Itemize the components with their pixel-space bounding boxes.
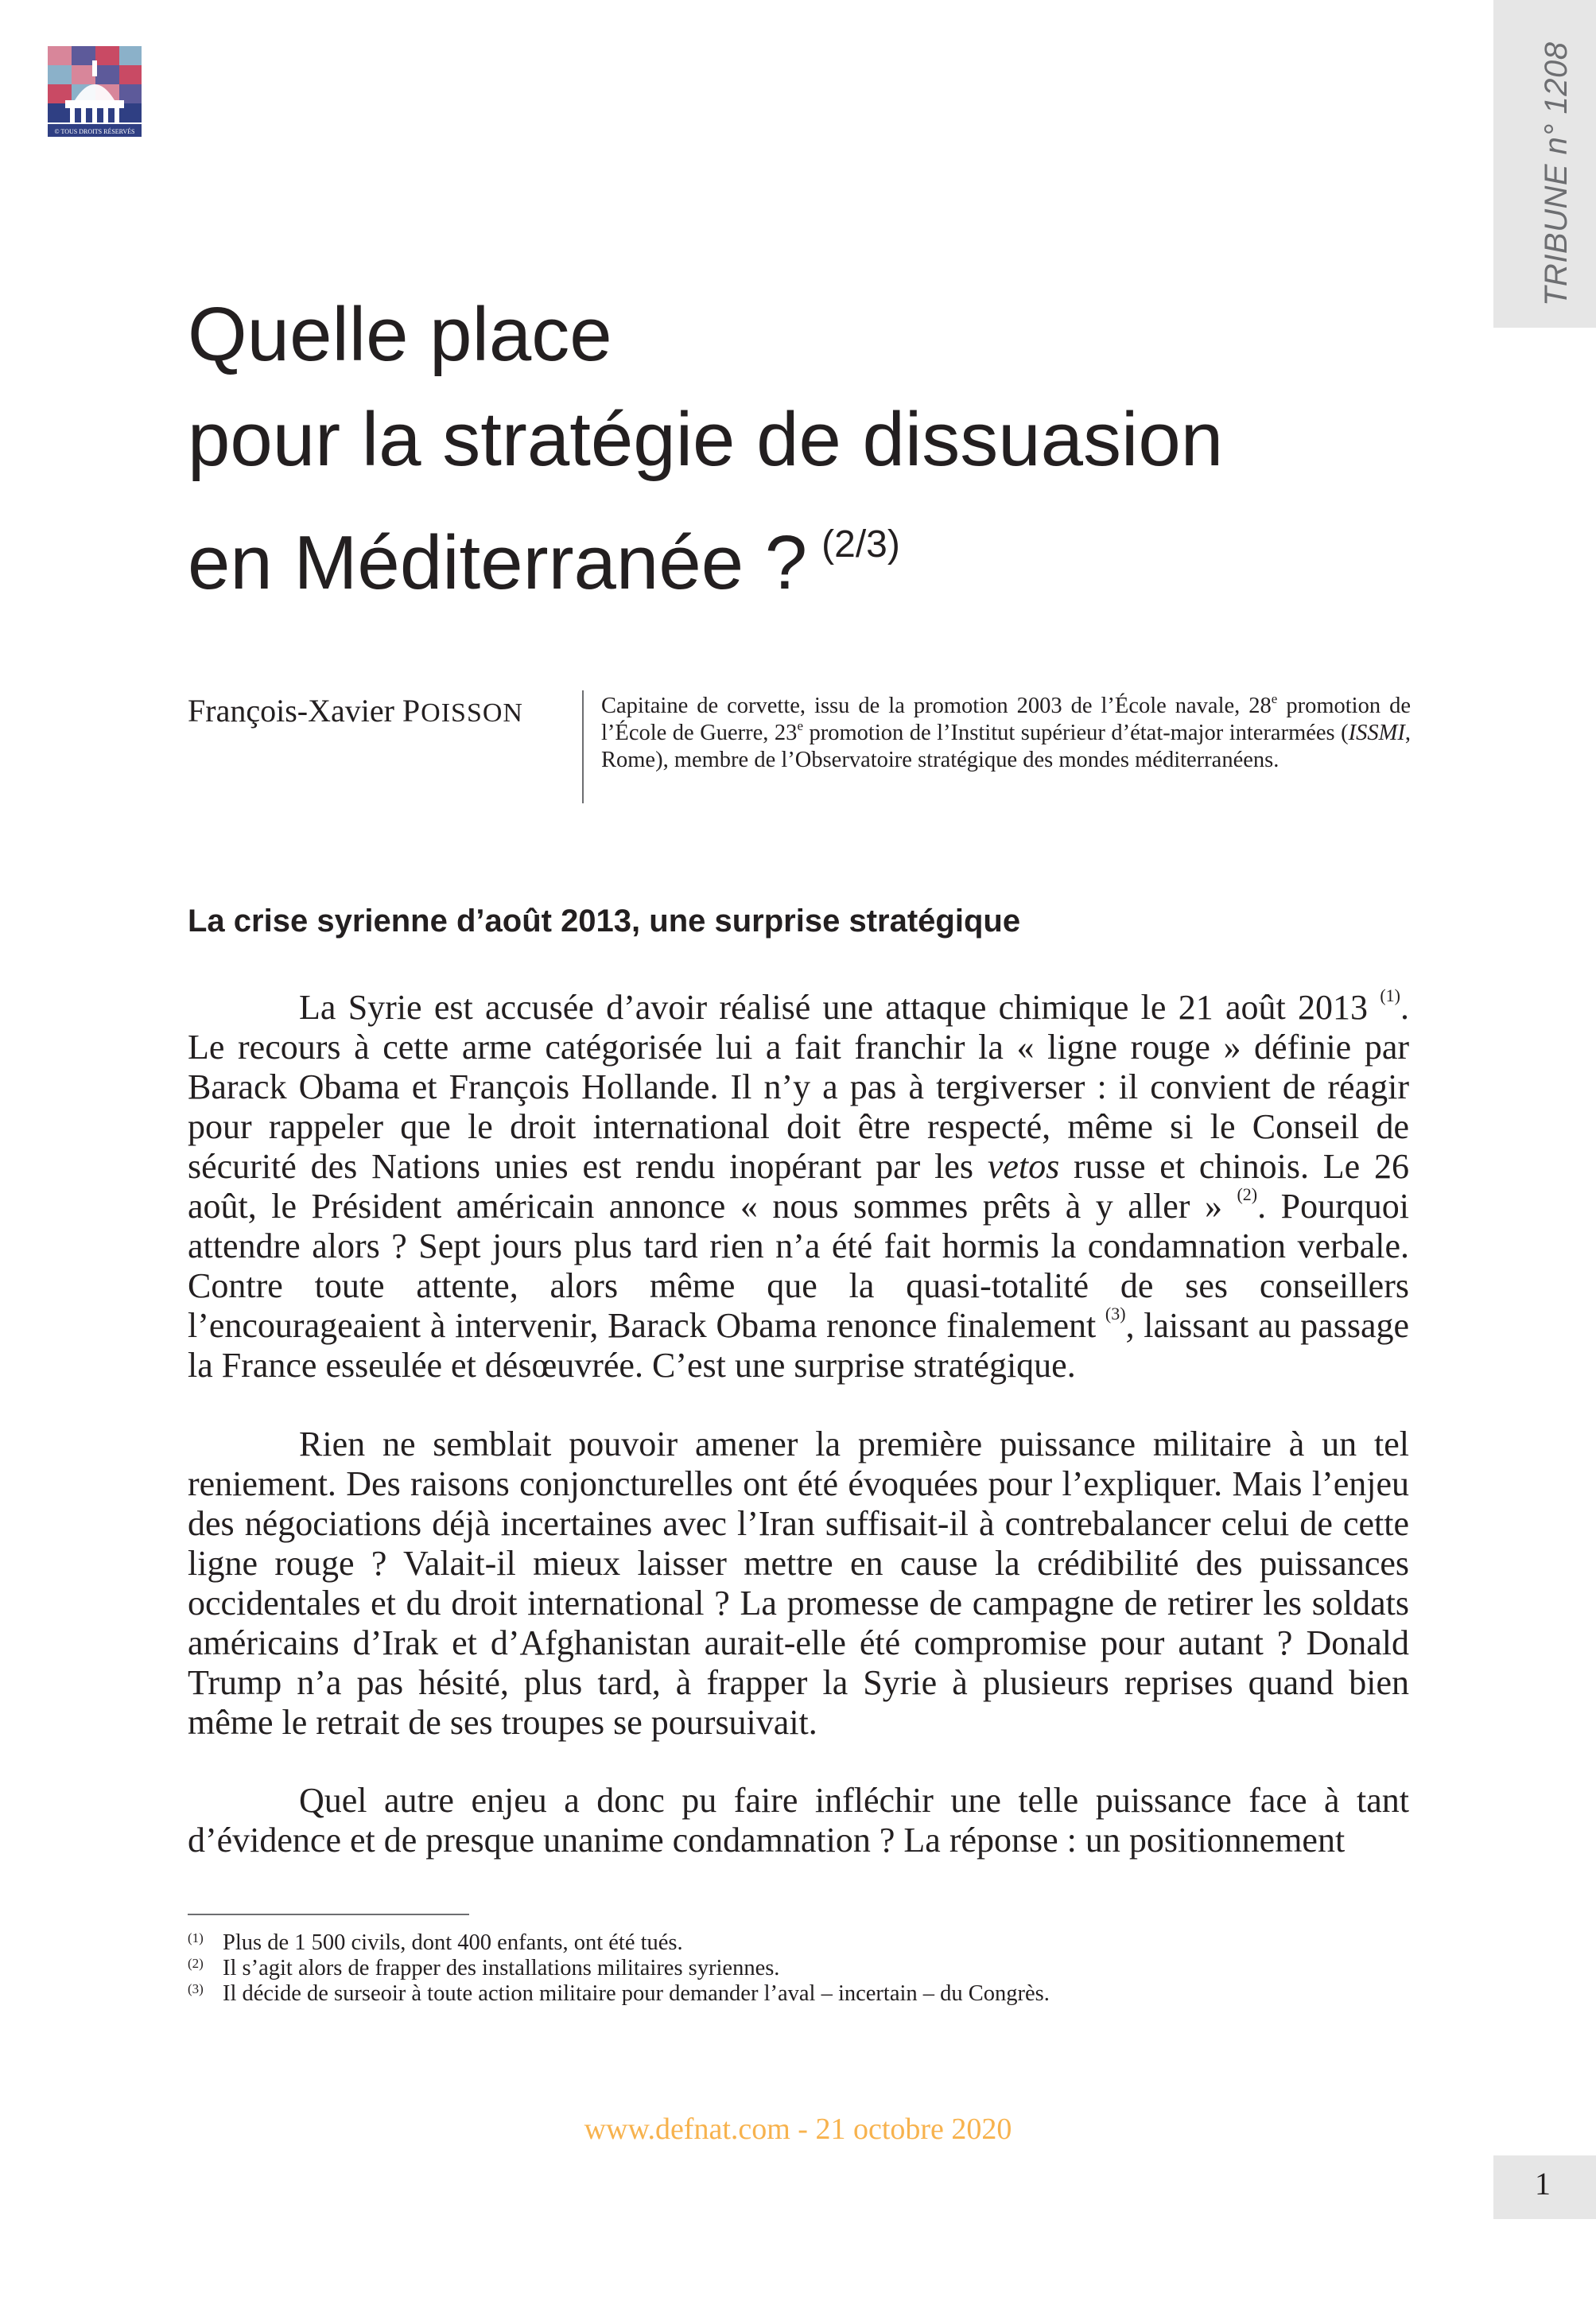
author-first-name: François-Xavier xyxy=(188,693,394,729)
footnote-text: Il décide de surseoir à toute action militaire pour demander l’aval – incertain – du Congrès. xyxy=(223,1981,1050,2006)
footnote-number: (3) xyxy=(188,1981,204,1996)
publisher-logo xyxy=(46,45,143,138)
paragraph-1 xyxy=(188,985,1410,1386)
footnote-ref-2: (2) xyxy=(1237,1184,1258,1204)
paragraph-2: Rien ne semblait pouvoir amener la première puissance militaire à un tel reniement. Des raisons conjoncturelles ont été évoquées pour l’expliquer. Mais l’enjeu des négociations déjà incertaines avec l’Iran suffisait-il à contrebalancer celui de cette ligne rouge ? Valait-il mieux laisser mettre en cause la crédibilité des puissances occidentales et du droit international ? La promesse de campagne de retirer les soldats américains d’Irak et d’Afghanistan aurait-elle été compromise pour autant ? Donald Trump n’a pas hésité, plus tard, à frapper la Syrie à plusieurs reprises quand bien même le retrait de ses troupes se poursuivait. xyxy=(188,1425,1409,1742)
svg-text:© TOUS DROITS RÉSERVÉS: © TOUS DROITS RÉSERVÉS xyxy=(54,128,135,135)
footnote-divider xyxy=(188,1914,469,1915)
title-line-1: Quelle place xyxy=(188,292,612,377)
footnote-3 xyxy=(188,1981,1412,2007)
footnote-ref-3: (3) xyxy=(1105,1304,1126,1323)
author-last-name: POISSON xyxy=(402,693,523,729)
title-part-number: (2/3) xyxy=(821,523,900,566)
footnote-2 xyxy=(188,1956,1412,1981)
author-bio-divider xyxy=(582,690,584,803)
footnote-number: (1) xyxy=(188,1930,204,1945)
title-line-3: en Méditerranée ? xyxy=(188,520,808,605)
footnote-text: Il s’agit alors de frapper des installations militaires syriennes. xyxy=(223,1956,780,1980)
bio-text: , Rome), membre de l’Observatoire stratégique des mondes méditerranéens. xyxy=(601,721,1411,772)
bio-text: promotion de l’Institut supérieur d’état-major interarmées ( xyxy=(802,721,1349,745)
footnote-text: Plus de 1 500 civils, dont 400 enfants, ont été tués. xyxy=(223,1930,683,1955)
article-title xyxy=(188,282,1420,616)
paragraph-italic: vetos xyxy=(987,1147,1060,1186)
paragraph-text: La Syrie est accusée d’avoir réalisé une attaque chimique le 21 août 2013 xyxy=(299,988,1369,1027)
bio-text: Capitaine de corvette, issu de la promotion 2003 de l’École navale, 28 xyxy=(601,694,1272,718)
footnote-1 xyxy=(188,1930,1412,1956)
bio-superscript: e xyxy=(797,718,803,733)
bio-text: promotion de l’École de Guerre, 23 xyxy=(601,694,1411,745)
paragraph-text: . Pourquoi attendre alors ? Sept jours plus tard rien n’a été fait hormis la condamnation verbale. Contre toute attente, alors même que la quasi-totalité de ses conseillers l’encourageaient à intervenir, Barack Obama renonce finalement xyxy=(188,1187,1409,1345)
footnote-number: (2) xyxy=(188,1956,204,1971)
author-bio xyxy=(601,693,1411,774)
footer-source[interactable]: www.defnat.com - 21 octobre 2020 xyxy=(584,2112,1012,2146)
paragraph-3: Quel autre enjeu a donc pu faire infléchir une telle puissance face à tant d’évidence et de presque unanime condamnation ? La réponse : un positionnement xyxy=(188,1781,1409,1860)
title-line-2: pour la stratégie de dissuasion xyxy=(188,397,1224,482)
paragraph-text: , laissant au passage la France esseulée et désœuvrée. C’est une surprise stratégique. xyxy=(188,1306,1410,1385)
author-name xyxy=(188,692,523,729)
footnote-ref-1: (1) xyxy=(1380,985,1401,1005)
footnotes xyxy=(188,1930,1412,2007)
page-number: 1 xyxy=(1535,2166,1551,2202)
paragraph-text: . Le recours à cette arme catégorisée lui a fait franchir la « ligne rouge » définie par Barack Obama et François Hollande. Il n’y a pas à tergiverser : il convient de réagir pour rappeler que le droit international doit être respecté, même si le Conseil de sécurité des Nations unies est rendu inopérant par les xyxy=(188,988,1410,1186)
section-heading: La crise syrienne d’août 2013, une surprise stratégique xyxy=(188,904,1021,939)
building-dome-icon xyxy=(46,45,143,138)
paragraph-text: russe et chinois. Le 26 août, le Président américain annonce « nous sommes prêts à y aller » xyxy=(188,1147,1409,1226)
bio-superscript: e xyxy=(1271,691,1278,706)
tribune-number: TRIBUNE n° 1208 xyxy=(1539,41,1574,306)
bio-acronym: ISSMI xyxy=(1348,721,1405,745)
